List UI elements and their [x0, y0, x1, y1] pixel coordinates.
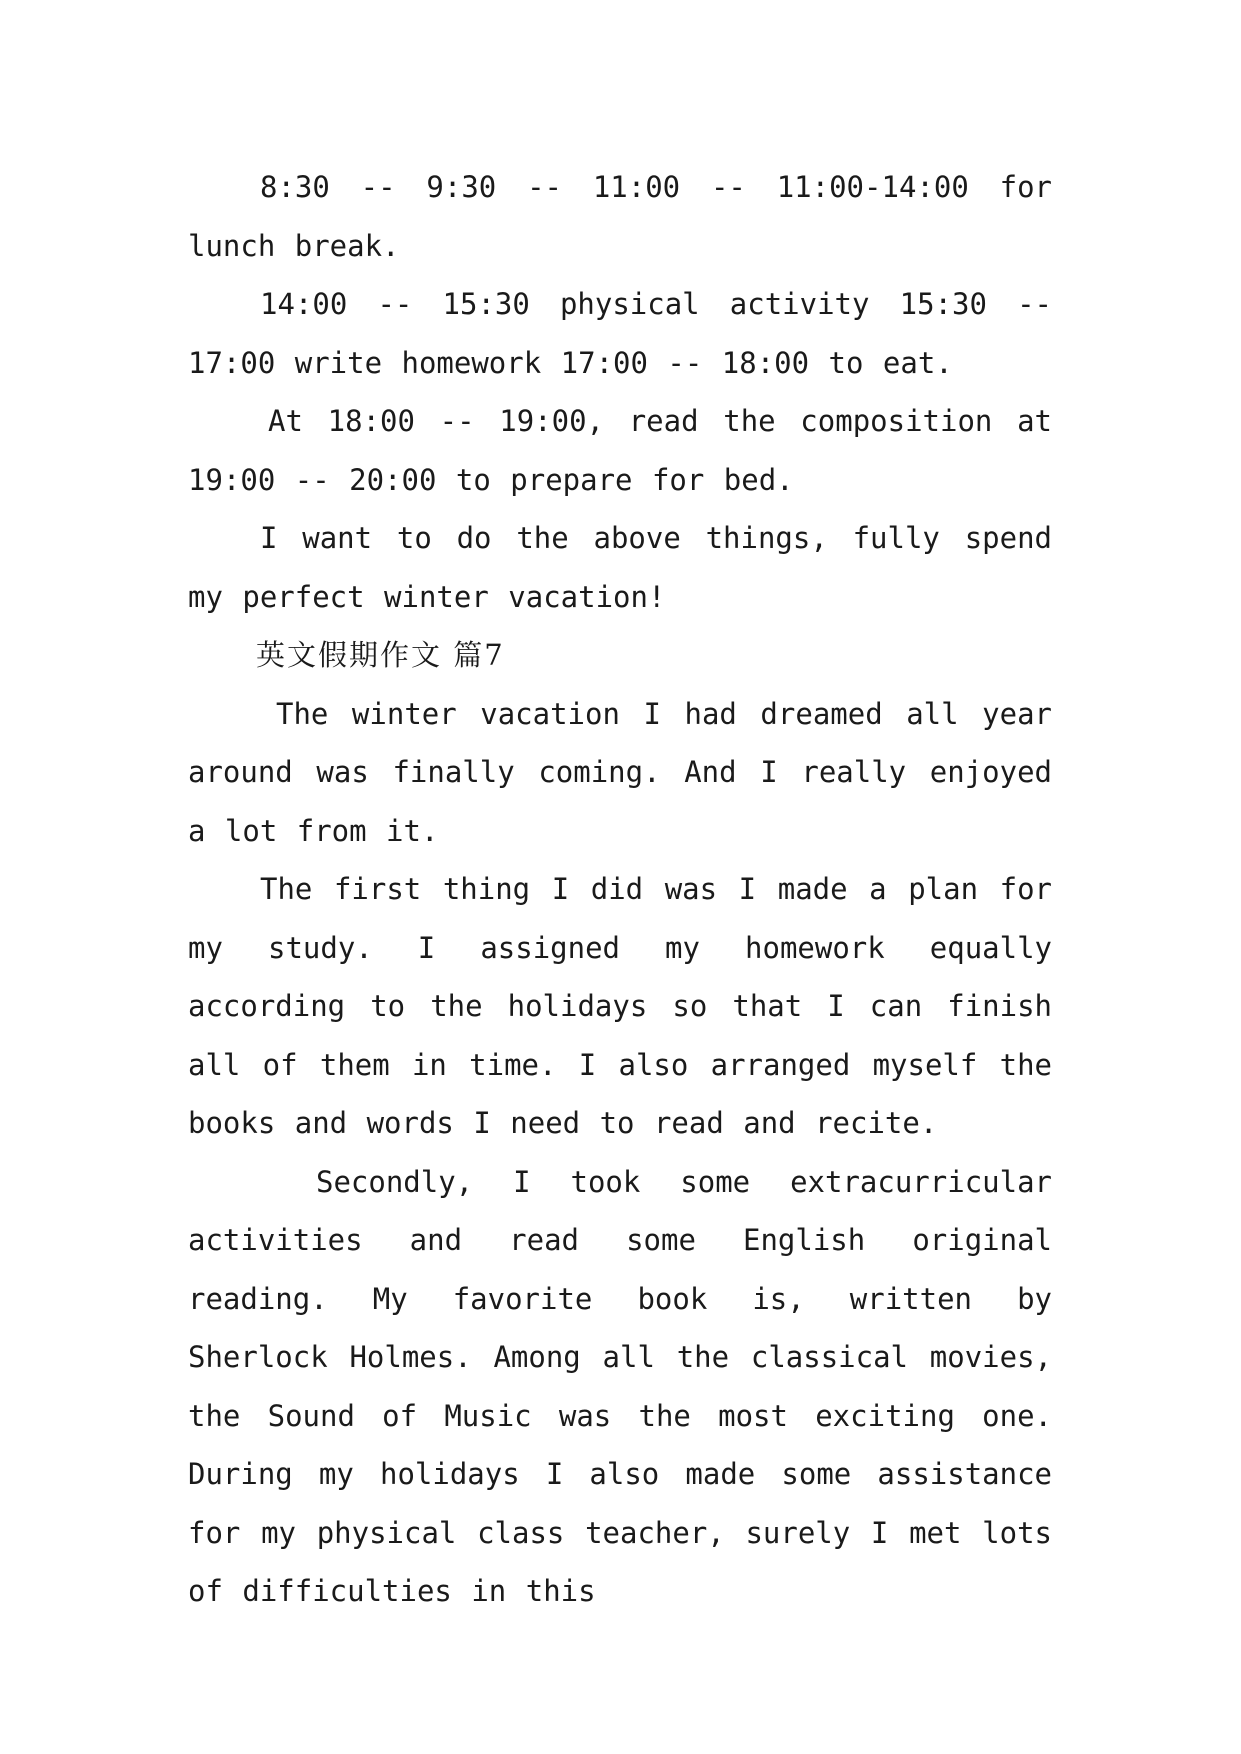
- paragraph-schedule-afternoon: 14:00 -- 15:30 physical activity 15:30 -- 17:00 write homework 17:00 -- 18:00 to eat.: [188, 287, 1052, 380]
- paragraph-schedule-evening: At 18:00 -- 19:00, read the composition at 19:00 -- 20:00 to prepare for bed.: [188, 404, 1052, 497]
- document-body: [188, 158, 1052, 1621]
- paragraph-first-thing: The first thing I did was I made a plan for my study. I assigned my homework equally according to the holidays so that I can finish all of them in time. I also arranged myself the books and words I need to read and recite.: [188, 872, 1052, 1140]
- paragraph-intro: The winter vacation I had dreamed all year around was finally coming. And I really enjoyed a lot from it.: [188, 696, 1052, 848]
- paragraph-schedule-morning: 8:30 -- 9:30 -- 11:00 -- 11:00-14:00 for lunch break.: [188, 170, 1052, 263]
- paragraph-conclusion: I want to do the above things, fully spend my perfect winter vacation!: [188, 521, 1052, 614]
- paragraph-secondly: Secondly, I took some extracurricular activities and read some English original reading. My favorite book is, written by Sherlock Holmes. Among all the classical movies, the Sound of Music was the most exciting one. During my holidays I also made some assistance for my physical class teacher, surely I met lots of difficulties in this: [188, 1164, 1052, 1608]
- section-heading: 英文假期作文 篇7: [256, 638, 505, 672]
